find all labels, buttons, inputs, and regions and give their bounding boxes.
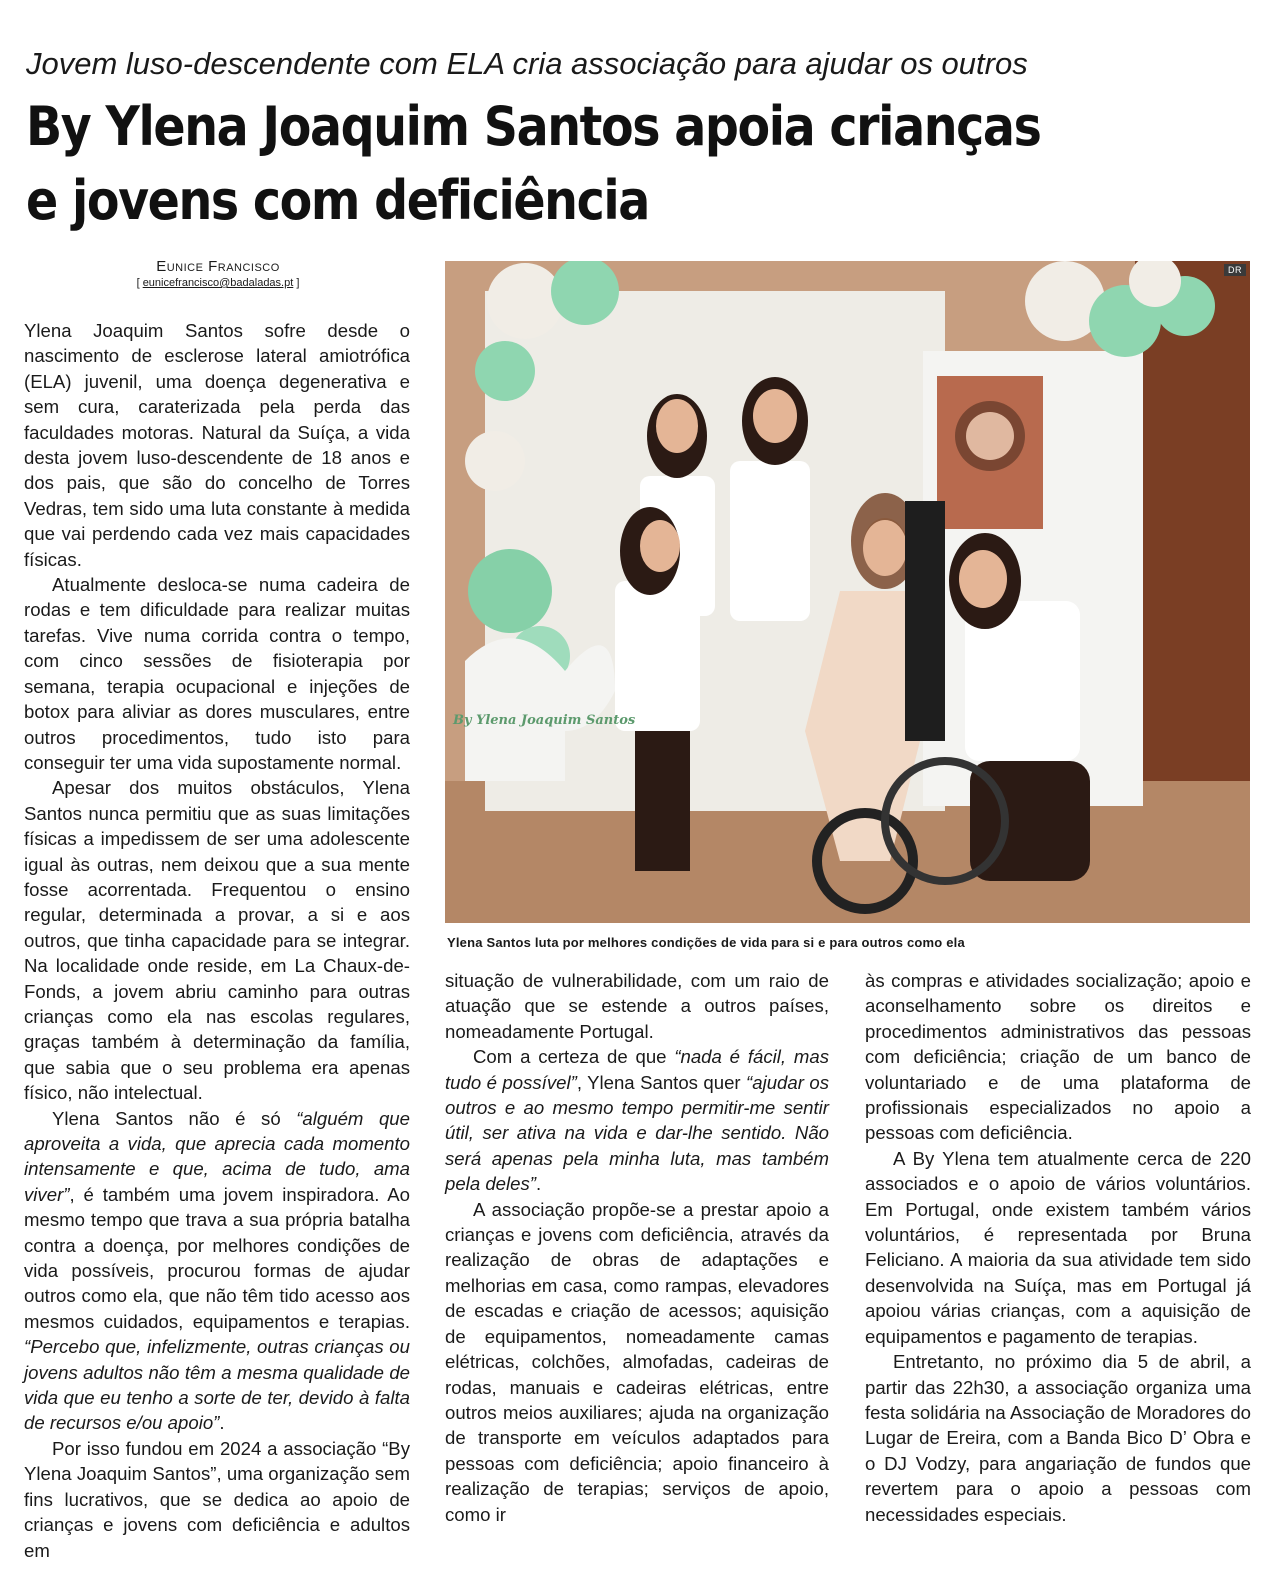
text-run: , Ylena Santos quer: [576, 1071, 747, 1093]
paragraph: Por isso fundou em 2024 a associação “By Ylena Joaquim Santos”, uma organização sem fins lucrativos, que se dedica ao apoio de crianças e jovens com deficiência e adultos em: [24, 1437, 410, 1561]
paragraph: às compras e atividades socialização; apoio e aconselhamento sobre os direitos e procedimentos administrativos das pessoas com deficiência; criação de um banco de voluntariado e de uma plataforma de profissionais especializados no apoio a pessoas com deficiência.: [865, 970, 1251, 1144]
paragraph: Apesar dos muitos obstáculos, Ylena Santos nunca permitiu que as suas limitações físicas a impedissem de ser uma adolescente igual às outras, nem deixou que a sua mente fosse acorrentada. Frequentou o ensino regular, determinada a provar, a si e aos outros, que tinha capacidade para se integrar. Na localidade onde reside, em La Chaux-de-Fonds, a jovem abriu caminho para outras crianças como ela nas escolas regulares, graças também à determinação da família, que sabia que o seu problema era apenas físico, não intelectual.: [24, 777, 410, 1104]
author-name: Eunice Francisco: [156, 258, 280, 275]
paragraph: Atualmente desloca-se numa cadeira de rodas e tem dificuldade para realizar muitas tarefas. Vive numa corrida contra o tempo, com cinco sessões de fisioterapia por semana, terapia ocupacional e injeções de botox para aliviar as dores musculares, entre outros procedimentos, tudo isto para conseguir ter uma vida supostamente normal.: [24, 574, 410, 773]
email-bracket-close: ]: [293, 277, 300, 289]
author-email-line: [26, 276, 410, 291]
paragraph: A associação propõe-se a prestar apoio a crianças e jovens com deficiência, através da realização de obras de adaptações e melhorias em casa, como rampas, elevadores de escadas e criação de acessos; aquisição de equipamentos, nomeadamente camas elétricas, colchões, almofadas, cadeiras de rodas, manuais e cadeiras elétricas, entre outros meios auxiliares; ajuda na organização de transporte em veículos adaptados para pessoas com deficiência; apoio financeiro à realização de terapias; serviços de apoio, como ir: [445, 1198, 829, 1525]
text-run: Com a certeza de que: [473, 1046, 675, 1068]
photo-credit: DR: [1224, 264, 1246, 276]
text-run: .: [535, 1173, 542, 1195]
quote: “Percebo que, infelizmente, outras crianças ou jovens adultos não têm a mesma qualidade de vida que eu tenho a sorte de ter, devido à falta de recursos e/ou apoio”: [24, 1336, 410, 1434]
paragraph: Ylena Joaquim Santos sofre desde o nascimento de esclerose lateral amiotrófica (ELA) juvenil, uma doença degenerativa e sem cura, caraterizada pela perda das faculdades motoras. Natural da Suíça, a vida desta jovem luso-descendente de 18 anos e dos pais, que são do concelho de Torres Vedras, tem sido uma luta constante à medida que vai perdendo cada vez mais capacidades físicas.: [24, 320, 410, 570]
quote: “alguém que aproveita a vida, que aprecia cada momento intensamente e que, acima de tudo, ama viver”: [24, 1107, 410, 1205]
article-column-3: [865, 968, 1251, 1527]
headline-line-1: By Ylena Joaquim Santos apoia crianças: [26, 95, 1041, 158]
text-run: , é também uma jovem inspiradora. Ao mesmo tempo que trava a sua própria batalha contra a doença, por melhores condições de vida possíveis, procurou formas de ajudar outros como ela, que não têm tido acesso aos mesmos cuidados, equipamentos e terapias.: [24, 1183, 410, 1332]
paragraph: [445, 1044, 829, 1196]
paragraph: situação de vulnerabilidade, com um raio de atuação que se estende a outros países, nomeadamente Portugal.: [445, 970, 829, 1042]
text-run: .: [219, 1412, 225, 1434]
article-headline: [26, 90, 1091, 238]
photo-illustration: [445, 261, 1250, 923]
article-photo: [445, 261, 1250, 923]
article-column-2: [445, 968, 829, 1527]
quote: “ajudar os outros e ao mesmo tempo permitir-me sentir útil, ser ativa na vida e dar-lhe sentido. Não será apenas pela minha luta, mas também pela deles”: [445, 1071, 829, 1195]
author-email-link[interactable]: eunicefrancisco@badaladas.pt: [142, 277, 294, 289]
headline-line-2: e jovens com deficiência: [26, 169, 649, 232]
quote: “nada é fácil, mas tudo é possível”: [445, 1046, 829, 1093]
text-run: Ylena Santos não é só: [52, 1107, 297, 1129]
paragraph: [24, 1106, 410, 1436]
article-kicker: Jovem luso-descendente com ELA cria associação para ajudar os outros: [26, 46, 1028, 81]
paragraph: Entretanto, no próximo dia 5 de abril, a partir das 22h30, a associação organiza uma festa solidária na Associação de Moradores do Lugar de Ereira, com a Banda Bico D’ Obra e o DJ Vodzy, para angariação de fundos que revertem para o apoio a pessoas com necessidades especiais.: [865, 1351, 1251, 1525]
byline: [26, 258, 410, 291]
email-bracket-open: [: [136, 277, 143, 289]
article-column-1: [24, 318, 410, 1563]
photo-caption: Ylena Santos luta por melhores condições de vida para si e para outros como ela: [447, 935, 965, 950]
photo-sign-text: By Ylena Joaquim Santos: [453, 713, 636, 728]
paragraph: A By Ylena tem atualmente cerca de 220 associados e o apoio de vários voluntários. Em Portugal, onde existem também vários voluntários, é representada por Bruna Feliciano. A maioria da sua atividade tem sido desenvolvida na Suíça, mas em Portugal já apoiou várias crianças, com a aquisição de equipamentos e pagamento de terapias.: [865, 1147, 1251, 1347]
